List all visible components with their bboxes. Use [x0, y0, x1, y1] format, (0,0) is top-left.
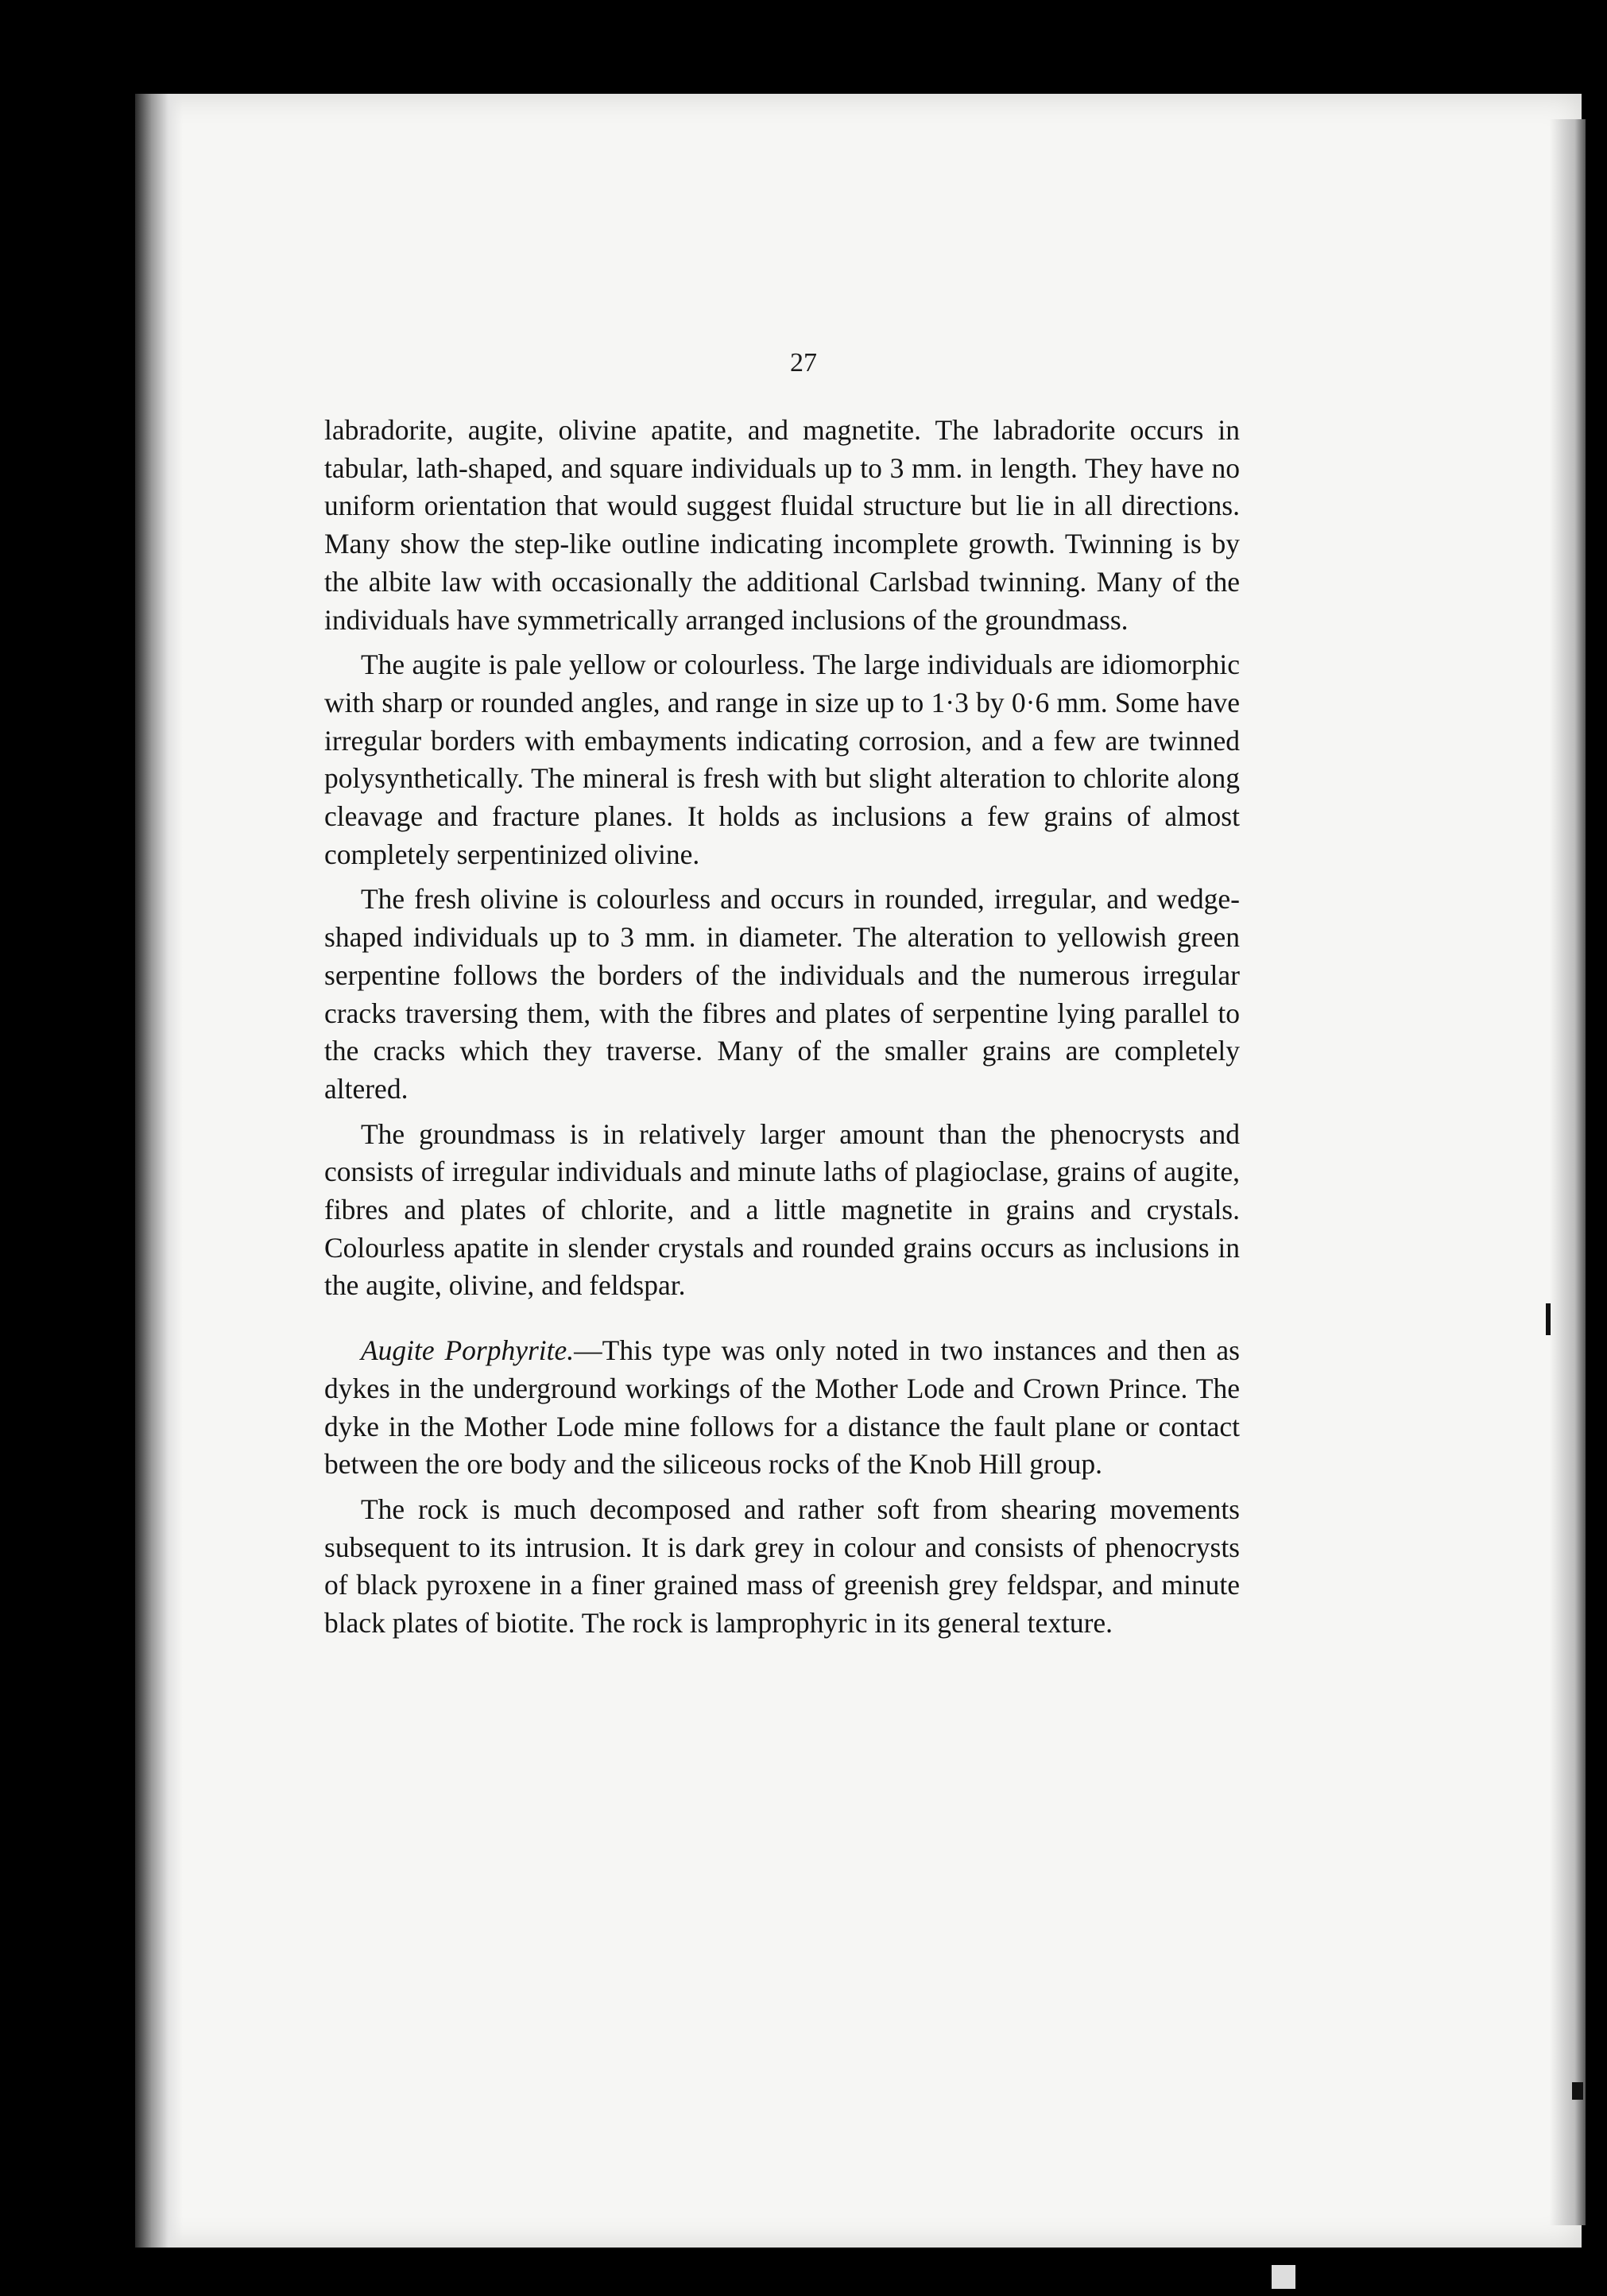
paragraph: The rock is much decomposed and rather soft from shearing movements subsequent to its intrusion. It is dark grey in colour and consists of phenocrysts of black pyroxene in a finer grained mass of greenish grey feldspar, and minute black plates of biotite. The rock is lamprophyric in its general texture. — [324, 1493, 1240, 1640]
page-number: 27 — [790, 348, 817, 378]
scan-speck — [1272, 2265, 1295, 2289]
page-edge-shadow — [1550, 119, 1586, 2225]
section-heading: Augite Porphyrite. — [361, 1334, 575, 1367]
paragraph: The fresh olivine is colourless and occurs in rounded, irregular, and wedge-shaped individuals up to 3 mm. in diameter. The alteration to yellowish green serpentine follows the borders of the individuals and the numerous irregular cracks traversing them, with the fibres and plates of serpentine lying parallel to the cracks which they traverse. Many of the smaller grains are completely altered. — [324, 883, 1240, 1105]
scan-speck — [1572, 2082, 1583, 2100]
section-paragraph — [324, 1332, 1240, 1484]
section-intro-text: —This type was only noted in two instances and then as dykes in the underground workings of the Mother Lode and Crown Prince. The dyke in the Mother Lode mine follows for a distance the fault plane or contact between the ore body and the siliceous rocks of the Knob Hill group. — [324, 1334, 1240, 1481]
page-gutter-shadow — [135, 94, 183, 2248]
paragraph: The groundmass is in relatively larger amount than the phenocrysts and consists of irregular individuals and minute laths of plagioclase, grains of augite, fibres and plates of chlorite, and a little magnetite in grains and crystals. Colourless apatite in slender crystals and rounded grains occurs as inclusions in the augite, olivine, and feldspar. — [324, 1117, 1240, 1302]
body-text — [324, 412, 1240, 1643]
paragraph: labradorite, augite, olivine apatite, and magnetite. The labradorite occurs in tabular, lath-shaped, and square individuals up to 3 mm. in length. They have no uniform orientation that would suggest fluidal structure but lie in all directions. Many show the step-like outline indicating incomplete growth. Twinning is by the albite law with occasionally the additional Carlsbad twinning. Many of the individuals have symmetrically arranged inclusions of the groundmass. — [324, 414, 1240, 636]
scan-speck — [1546, 1303, 1551, 1335]
paragraph: The augite is pale yellow or colourless. The large individuals are idiomorphic with sharp or rounded angles, and range in size up to 1·3 by 0·6 mm. Some have irregular borders with embayments indicating corrosion, and a few are twinned polysynthetically. The mineral is fresh with but slight alteration to chlorite along cleavage and fracture planes. It holds as inclusions a few grains of almost completely serpentinized olivine. — [324, 649, 1240, 870]
